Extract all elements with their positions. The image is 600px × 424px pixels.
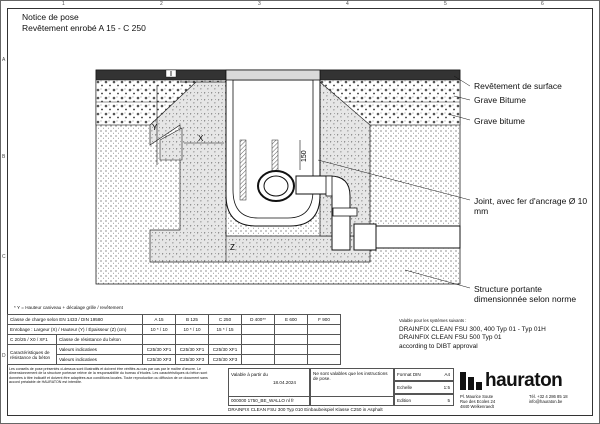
class-cell: F 900 — [308, 315, 341, 325]
cell: C25/30 XF1 — [143, 345, 176, 355]
edge-mark: A — [2, 57, 6, 63]
edition-value: 5 — [447, 398, 450, 403]
dim-x: X — [198, 134, 204, 143]
row-label: Caractéristiques de résistance du béton — [8, 345, 57, 365]
cell: C25/30 XF3 — [143, 355, 176, 365]
cell — [308, 345, 341, 355]
cell: 15 * / 15 — [209, 325, 242, 335]
edge-mark: 3 — [258, 1, 261, 7]
cell — [308, 325, 341, 335]
cell — [209, 335, 242, 345]
cell — [242, 335, 275, 345]
class-cell: A 15 — [143, 315, 176, 325]
cell: C25/30 XF1 — [176, 345, 209, 355]
dim-150: 150 — [301, 150, 308, 162]
scale-value: 1:5 — [443, 385, 450, 390]
class-cell: B 125 — [176, 315, 209, 325]
spec-table — [7, 314, 341, 365]
table-row — [8, 345, 341, 355]
hauraton-logo-icon — [460, 372, 482, 390]
brand-email: info@hauraton.be — [529, 399, 563, 404]
table-row — [8, 315, 341, 325]
dim-y: Y — [152, 123, 158, 132]
edition-label: Edition — [397, 398, 412, 403]
address-line: 4840 Welkenraedt — [460, 404, 494, 409]
label-structure: Structure portante dimensionnée selon norme — [474, 284, 577, 304]
cell — [275, 345, 308, 355]
table-row — [8, 355, 341, 365]
disclaimer: Les conseils de pose présentés ci-dessus sont illustratifs et doivent être vérifiés au cas par cas par le maître d'œuvre. Le dimensionnement de la structure porteuse relève de la responsabilité du bureau d'études. Les caractéristiques du béton sont données à titre indicatif et doivent être adaptées aux conditions locales. Toute reproduction ou diffusion de ce document sans accord préalable de HAURATON est interdite. — [9, 367, 208, 385]
format-value: A4 — [444, 372, 450, 377]
edge-mark: C — [2, 254, 6, 260]
valid-from-label: Valable à partir du — [231, 372, 268, 377]
format-box — [394, 368, 454, 381]
cell — [275, 355, 308, 365]
address-line: Rue des Ecoles 24 — [460, 399, 496, 404]
edge-mark: 6 — [541, 1, 544, 7]
edge-mark: 1 — [62, 1, 65, 7]
table-row — [8, 325, 341, 335]
drawing-number: 000000 1750_BE_WALLO nl fr — [231, 398, 294, 403]
cell — [275, 325, 308, 335]
edge-mark: 2 — [160, 1, 163, 7]
edge-mark: 5 — [444, 1, 447, 7]
label-grave-bitume-2: Grave bitume — [474, 116, 526, 126]
format-label: Format DIN — [397, 372, 421, 377]
brand-address — [460, 394, 495, 409]
row-label: Enrobage : Largeur (X) / Hauteur (Y) / Épaisseur (Z) (cm) — [8, 325, 143, 335]
scale-label: Echelle — [397, 385, 413, 390]
drawing-caption: DRAINFIX CLEAN FSU 300 Typ 010 Einbaubeispiel Klasse C250 in Asphalt — [228, 407, 383, 412]
edge-mark: 4 — [346, 1, 349, 7]
class-cell: E 600 — [275, 315, 308, 325]
cell — [308, 335, 341, 345]
class-label: Classe de charge selon EN 1433 / DIN 19580 — [8, 315, 143, 325]
brand-block — [454, 368, 593, 416]
row-sub: Classe de résistance du béton — [57, 335, 143, 345]
cell — [242, 345, 275, 355]
validity-line: DRAINFIX CLEAN FSU 300, 400 Typ 01 - Typ 01H — [399, 325, 546, 333]
drawing-number-box — [228, 396, 394, 406]
edge-mark: D — [2, 353, 6, 359]
edge-mark: B — [2, 154, 6, 160]
address-line: Pl. Maurice Soute — [460, 394, 494, 399]
cell: 10 * / 10 — [143, 325, 176, 335]
footnote: * Y = Hauteur caniveau + décalage grille / revêtement — [14, 305, 123, 310]
valid-from-date: 18.04.2024 — [273, 380, 296, 385]
cell — [275, 335, 308, 345]
cell: 10 * / 10 — [176, 325, 209, 335]
validity-header: Valable pour les systèmes suivants : — [399, 318, 467, 323]
label-joint: Joint, avec fer d'ancrage Ø 10 mm — [474, 196, 588, 216]
brand-name: hauraton — [485, 370, 563, 391]
scale-box — [394, 381, 454, 394]
table-row — [8, 335, 341, 345]
validity-line: DRAINFIX CLEAN FSU 500 Typ 01 — [399, 334, 502, 341]
dim-z: Z — [230, 243, 235, 252]
cell — [176, 335, 209, 345]
class-cell: D 400** — [242, 315, 275, 325]
brand-contact — [529, 394, 568, 404]
cell — [143, 335, 176, 345]
row-sub: Valeurs indicatives — [57, 355, 143, 365]
validity-line: according to DIBT approval — [399, 342, 478, 350]
title-line-1: Notice de pose — [22, 12, 79, 22]
cell: C25/30 XF1 — [209, 345, 242, 355]
title-line-2: Revêtement enrobé A 15 - C 250 — [22, 23, 146, 33]
not-valid-note: Ne sont valables que les instructions de pose. — [313, 371, 388, 381]
label-surface: Revêtement de surface — [474, 81, 562, 91]
validity-block — [399, 317, 546, 351]
brand-phone: Tél. +32 4 286 85 18 — [529, 394, 568, 399]
label-grave-bitume: Grave Bitume — [474, 95, 526, 105]
row-label: C 20/25 / X0 / XF1 — [8, 335, 57, 345]
cell — [242, 355, 275, 365]
cell: C25/30 XF3 — [176, 355, 209, 365]
row-sub: Valeurs indicatives — [57, 345, 143, 355]
class-cell: C 250 — [209, 315, 242, 325]
cell: C25/30 XF3 — [209, 355, 242, 365]
cell — [242, 325, 275, 335]
cell — [308, 355, 341, 365]
edition-box — [394, 394, 454, 406]
